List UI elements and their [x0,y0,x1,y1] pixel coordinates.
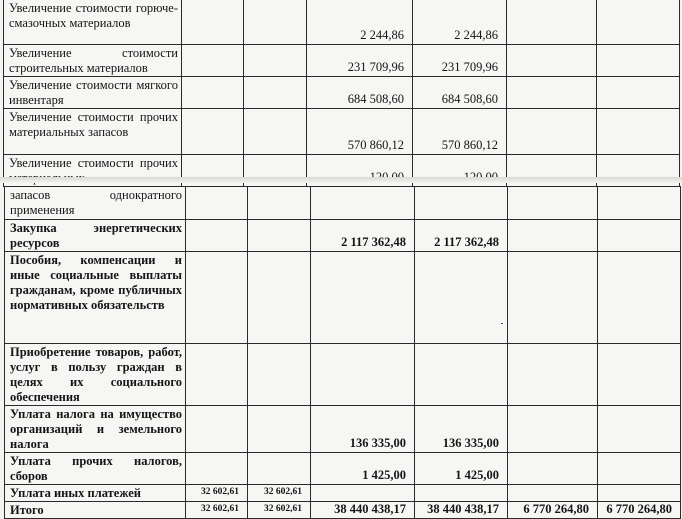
cell-col-3 [311,187,415,220]
cell-col-5 [507,0,597,45]
cell-col-6 [598,187,681,220]
cell-col-5 [508,406,598,453]
table-row [5,453,681,485]
cell-col-2 [244,77,307,109]
cell-col-6 [598,406,681,453]
cell-col-5 [507,77,597,109]
cell-col-6 [597,45,680,77]
cell-col-2: 32 602,61 [248,485,311,502]
cell-col-1 [182,0,244,45]
cell-col-4: 2 244,86 [413,0,507,45]
scan-speck [501,323,503,324]
cell-col-2 [248,220,311,252]
cell-col-3: 38 440 438,17 [311,502,415,519]
row-label: Пособия, компенсации и иные социальные выплаты гражданам, кроме публичных нормативных обязательств [5,252,186,344]
row-label: Уплата прочих налогов, сборов [5,453,186,485]
cell-col-2 [248,344,311,406]
cell-col-6 [598,252,681,344]
row-label: Увеличение стоимости прочих [4,155,182,187]
cell-col-1 [186,344,248,406]
cell-col-6 [597,77,680,109]
cell-col-5 [507,109,597,155]
cell-col-2 [244,109,307,155]
row-label: запасов однократного применения [5,187,186,220]
cell-col-3: 684 508,60 [307,77,413,109]
table-row [4,45,680,77]
cell-col-1 [182,77,244,109]
cell-col-5 [508,252,598,344]
cell-col-3 [311,485,415,502]
cell-col-6 [598,344,681,406]
row-label: Приобретение товаров, работ, услуг в пользу граждан в целях их социального обеспечения [5,344,186,406]
cell-col-2 [244,0,307,45]
cell-col-5: 6 770 264,80 [508,502,598,519]
cell-col-5 [507,45,597,77]
cell-col-3: 1 425,00 [311,453,415,485]
cell-col-5 [508,453,598,485]
cell-col-4: 136 335,00 [415,406,508,453]
cell-col-1 [186,252,248,344]
expense-table-top [3,0,680,187]
cell-col-2 [248,406,311,453]
cell-col-1: 32 602,61 [186,502,248,519]
cell-col-6 [597,109,680,155]
cell-col-4 [415,485,508,502]
cell-col-3: 2 117 362,48 [311,220,415,252]
cell-col-1 [186,220,248,252]
row-label: Увеличение стоимости строительных материалов [4,45,182,77]
table-row [4,0,680,45]
table-row [5,406,681,453]
cell-col-6 [598,220,681,252]
cell-col-5 [508,485,598,502]
cell-col-2 [248,252,311,344]
cell-col-6 [597,0,680,45]
cell-col-4: 1 425,00 [415,453,508,485]
row-label: Закупка энергетических ресурсов [5,220,186,252]
cell-col-4: 684 508,60 [413,77,507,109]
table-row [5,252,681,344]
cell-col-2 [248,453,311,485]
cell-col-1 [186,453,248,485]
table-row-total [5,502,681,519]
cell-col-1 [182,45,244,77]
cell-col-5 [508,187,598,220]
row-label: Увеличение стоимости горюче-смазочных материалов [4,0,182,45]
cell-col-6 [598,485,681,502]
cell-col-3 [311,252,415,344]
cell-col-4 [415,344,508,406]
cell-col-4 [415,252,508,344]
cell-col-1 [186,406,248,453]
row-label: Итого [5,502,186,519]
table-row [5,344,681,406]
row-label: Уплата налога на имущество организаций и земельного налога [5,406,186,453]
table-row [5,485,681,502]
cell-col-2 [248,187,311,220]
cell-col-4: 570 860,12 [413,109,507,155]
cell-col-3: 570 860,12 [307,109,413,155]
cell-col-1: 32 602,61 [186,485,248,502]
cell-col-1 [186,187,248,220]
row-label: Увеличение стоимости прочих материальных запасов [4,109,182,155]
page-break-shadow [0,177,682,183]
cell-col-3: 136 335,00 [311,406,415,453]
cell-col-6 [598,453,681,485]
cell-col-4: 2 117 362,48 [415,220,508,252]
expense-table-bottom [4,186,681,519]
cell-col-4 [415,187,508,220]
cell-col-1 [182,109,244,155]
cell-col-4: 231 709,96 [413,45,507,77]
table-row [4,109,680,155]
table-row [5,220,681,252]
cell-col-4: 38 440 438,17 [415,502,508,519]
cell-col-2: 32 602,61 [248,502,311,519]
cell-col-3 [311,344,415,406]
table-row [4,77,680,109]
row-label: Уплата иных платежей [5,485,186,502]
cell-col-5 [508,344,598,406]
cell-col-5 [508,220,598,252]
cell-col-2 [244,45,307,77]
table-row [5,187,681,220]
row-label: Увеличение стоимости мягкого инвентаря [4,77,182,109]
cell-col-3: 231 709,96 [307,45,413,77]
cell-col-3: 2 244,86 [307,0,413,45]
cell-col-6: 6 770 264,80 [598,502,681,519]
